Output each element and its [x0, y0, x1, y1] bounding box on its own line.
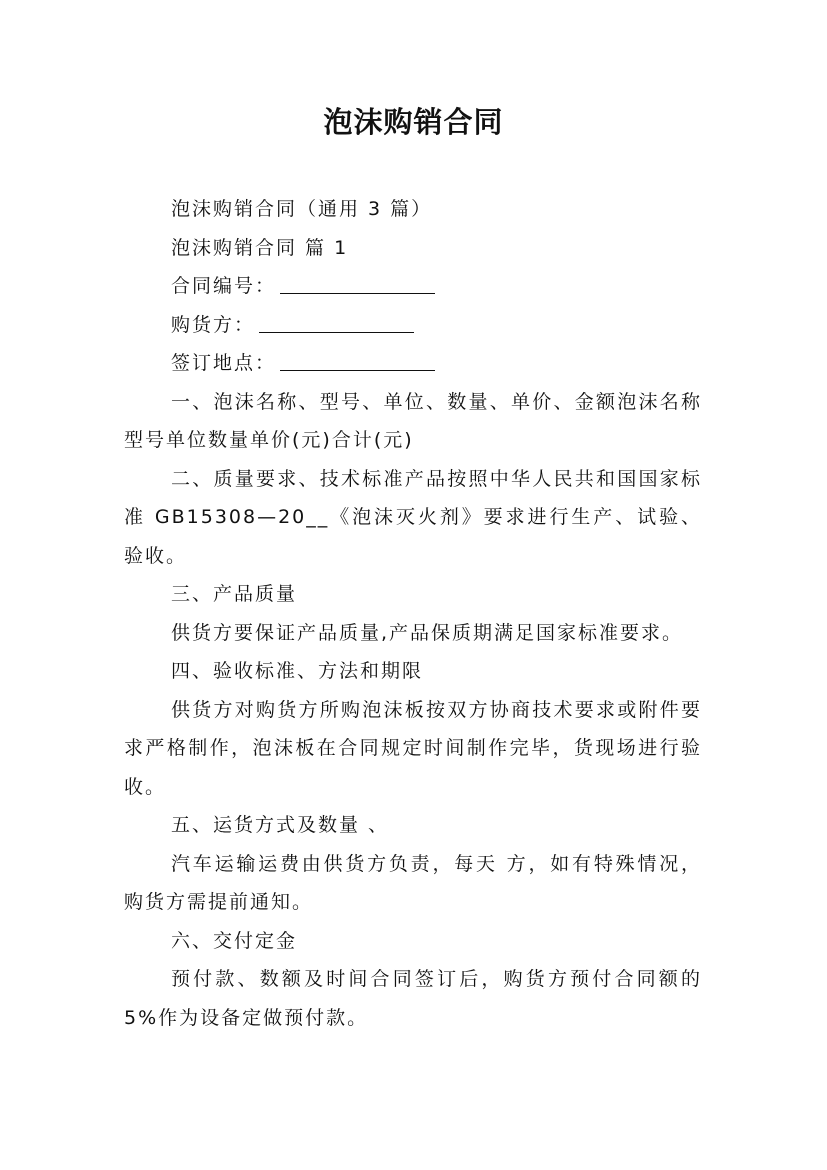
contract-number-line	[124, 267, 702, 306]
section-3-heading: 三、产品质量	[171, 583, 298, 605]
section-2-text: 二、质量要求、技术标准产品按照中华人民共和国国家标准 GB15308—20__《泡沫灭火剂》要求进行生产、试验、验收。	[124, 467, 702, 567]
buyer-label: 购货方：	[171, 313, 256, 336]
section-6-heading: 六、交付定金	[171, 929, 298, 952]
section-1-text: 一、泡沫名称、型号、单位、数量、单价、金额泡沫名称型号单位数量单价(元)合计(元)	[124, 390, 702, 451]
contract-number-blank	[280, 273, 435, 294]
paragraph-heading-collection: 泡沫购销合同（通用 3 篇）	[171, 198, 433, 220]
buyer-line	[124, 306, 702, 345]
document-title: 泡沫购销合同	[323, 105, 504, 139]
paragraph-heading-article-1: 泡沫购销合同 篇 1	[171, 236, 349, 259]
document-body	[124, 190, 702, 1037]
signing-place-line	[124, 344, 702, 383]
section-6-text: 预付款、数额及时间合同签订后，购货方预付合同额的 5%作为设备定做预付款。	[124, 968, 702, 1029]
signing-place-label: 签订地点：	[171, 352, 277, 374]
buyer-blank	[259, 312, 414, 333]
section-5-text: 汽车运输运费由供货方负责，每天 方，如有特殊情况，购货方需提前通知。	[124, 852, 702, 913]
section-4-text: 供货方对购货方所购泡沫板按双方协商技术要求或附件要求严格制作，泡沫板在合同规定时间制作完毕，货现场进行验收。	[124, 698, 702, 798]
signing-place-blank	[280, 350, 435, 371]
contract-number-label: 合同编号：	[171, 275, 277, 297]
section-5-heading: 五、运货方式及数量 、	[171, 814, 390, 836]
section-4-heading: 四、验收标准、方法和期限	[171, 660, 424, 682]
section-3-text: 供货方要保证产品质量,产品保质期满足国家标准要求。	[171, 621, 684, 644]
